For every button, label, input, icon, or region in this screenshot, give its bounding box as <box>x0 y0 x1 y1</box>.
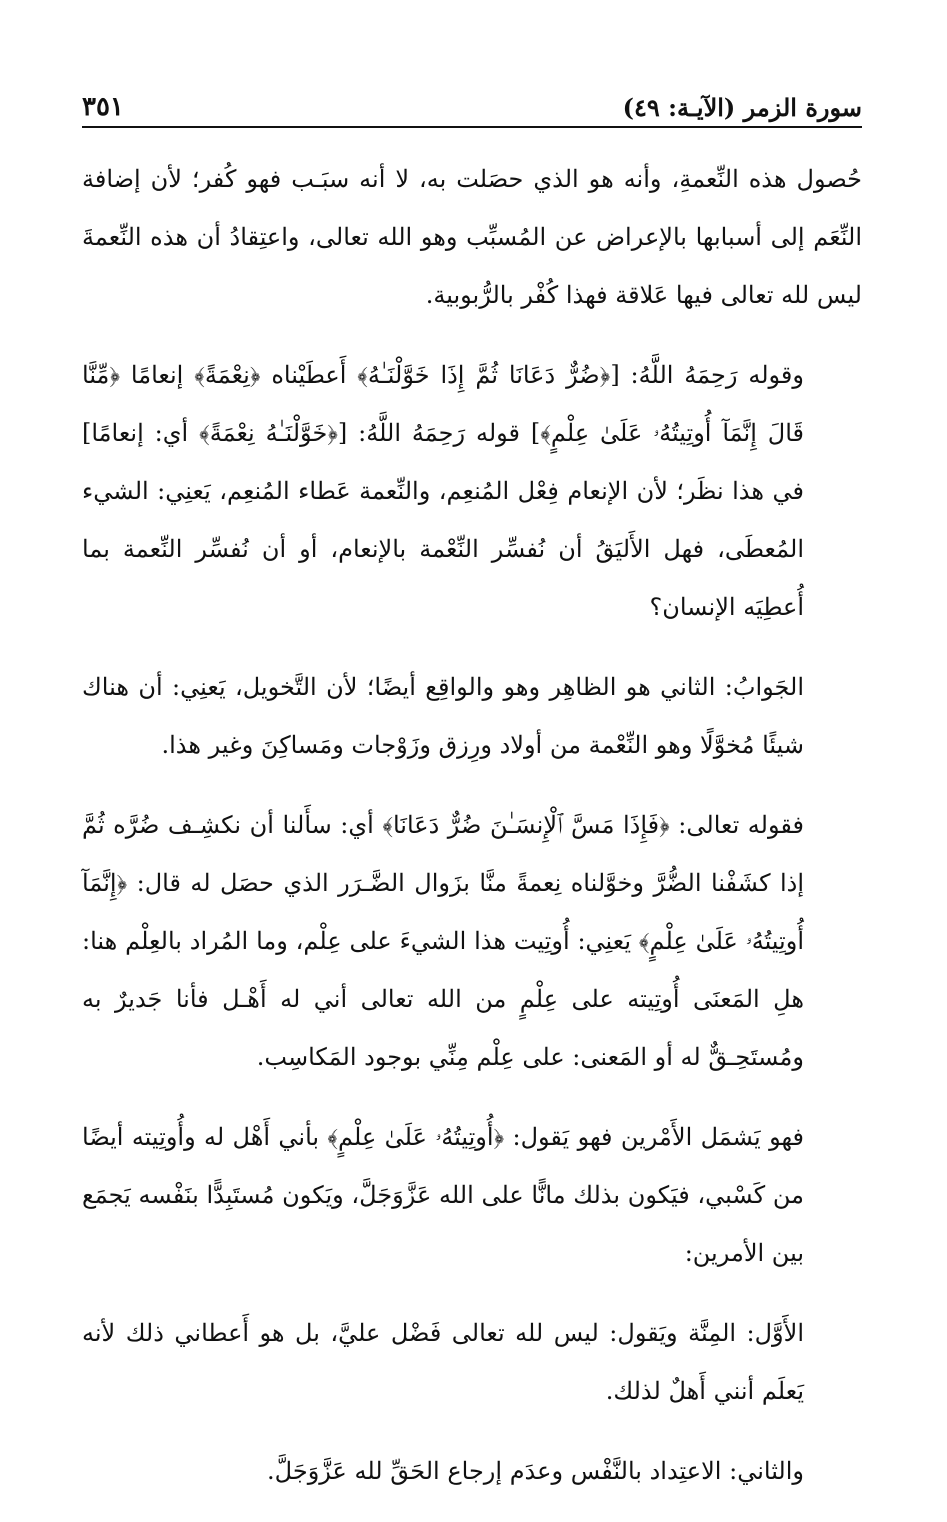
surah-title: سورة الزمر (الآيـة: ٤٩) <box>622 93 862 122</box>
paragraph-4: فقوله تعالى: ﴿فَإِذَا مَسَّ ٱلْإِنسَـٰنَ ضُرٌّ دَعَانَا﴾ أي: سأَلنا أن نكشِـف ضُرَّه ثُمَّ إذا كشَفْنا الضُّرَّ وخوَّلناه نِعمةً منَّا بزَوال الضَّـرَر الذي حصَل له قال: ﴿إِنَّمَآ أُوتِيتُهُۥ عَلَىٰ عِلْمٍ﴾ يَعنِي: أُوتِيت هذا الشيءَ على عِلْم، وما المُراد بالعِلْم هنا: هلِ المَعنَى أُوتِيته على عِلْمٍ من الله تعالى أني له أَهْـل فأنا جَديرٌ به ومُستَحِـقٌّ له أو المَعنى: على عِلْم مِنِّي بوجود المَكاسِب. <box>82 811 804 1071</box>
page-header <box>82 82 862 122</box>
header-rule <box>82 126 862 128</box>
paragraph-7: والثاني: الاعتِداد بالنَّفْس وعدَم إرجاع الحَقِّ لله عَزَّوَجَلَّ. <box>267 1457 804 1485</box>
paragraph-6: الأَوَّل: المِنَّة ويَقول: ليس لله تعالى فَضْل عليَّ، بل هو أَعطاني ذلك لأنه يَعلَم أنني أَهلٌ لذلك. <box>82 1319 804 1405</box>
paragraph-2: وقوله رَحِمَهُ اللَّهُ: [﴿ضُرٌّ دَعَانَا ثُمَّ إِذَا خَوَّلْنَـٰهُ﴾ أَعطَيْناه ﴿نِعْمَةً﴾ إنعامًا ﴿مِّنَّا قَالَ إِنَّمَآ أُوتِيتُهُۥ عَلَىٰ عِلْمٍ﴾] قوله رَحِمَهُ اللَّهُ: [﴿خَوَّلْنَـٰهُ نِعْمَةً﴾ أي: إنعامًا] في هذا نظَر؛ لأن الإنعام فِعْل المُنعِم، والنِّعمة عَطاء المُنعِم، يَعنِي: الشيء المُعطَى، فهل الأَليَقُ أن نُفسِّر النِّعْمة بالإنعام، أو أن نُفسِّر النِّعمة بما أُعطِيَه الإنسان؟ <box>82 361 804 621</box>
paragraph-5: فهو يَشمَل الأَمْرين فهو يَقول: ﴿أُوتِيتُهُۥ عَلَىٰ عِلْمٍ﴾ بأني أَهْل له وأُوتِيته أيضًا من كَسْبي، فيَكون بذلك مانًّا على الله عَزَّوَجَلَّ، ويَكون مُستَبِدًّا بنَفْسه يَجمَع بين الأمرين: <box>82 1123 804 1267</box>
page-number: ٣٥١ <box>82 92 124 122</box>
page-body <box>82 150 862 1522</box>
paragraph-3: الجَوابُ: الثاني هو الظاهِر وهو والواقِع أيضًا؛ لأن التَّخويل، يَعنِي: أن هناك شيئًا مُخوَّلًا وهو النِّعْمة من أولاد ورِزق وزَوْجات ومَساكِنَ وغير هذا. <box>82 673 804 759</box>
paragraph-1: حُصول هذه النِّعمةِ، وأنه هو الذي حصَلت به، لا أنه سبَـب فهو كُفر؛ لأن إضافة النِّعَم إلى أسبابها بالإعراض عن المُسبِّب وهو الله تعالى، واعتِقادُ أن هذه النِّعمةَ ليس لله تعالى فيها عَلاقة فهذا كُفْر بالرُّبوبية. <box>82 165 862 309</box>
